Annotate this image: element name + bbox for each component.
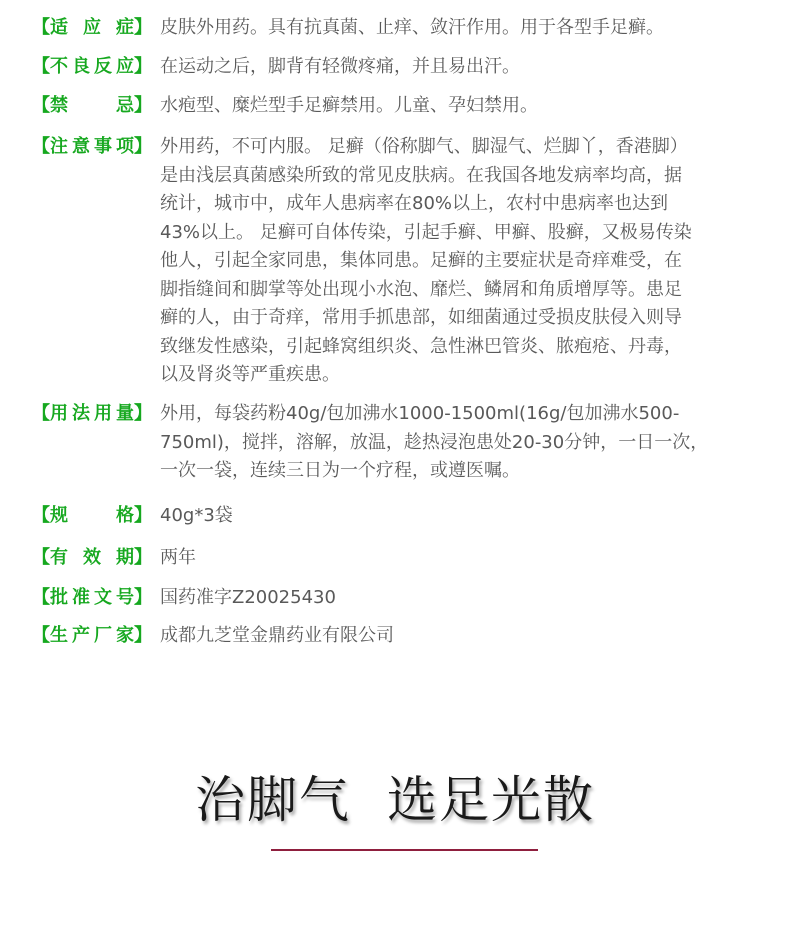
label-char: 家 — [116, 625, 134, 646]
label-char: 事 — [94, 136, 112, 157]
label-char: 格 — [116, 505, 134, 526]
label-text — [50, 400, 134, 428]
text-line: 750ml)，搅拌，溶解，放温，趁热浸泡患处20-30分钟，一日一次， — [160, 431, 709, 453]
label-char: 法 — [72, 403, 90, 424]
value-dosage — [160, 400, 765, 486]
label-text — [50, 53, 134, 81]
value-contraindication — [160, 92, 765, 121]
bracket-open: 【 — [32, 625, 50, 646]
label-char: 应 — [116, 56, 134, 77]
value-precautions — [160, 133, 765, 390]
label-text — [50, 133, 134, 161]
label-char: 期 — [116, 547, 134, 568]
label-validity — [32, 544, 152, 572]
value-adverse — [160, 53, 765, 82]
bracket-open: 【 — [32, 95, 50, 116]
text-line: 致继发性感染，引起蜂窝组织炎、急性淋巴管炎、脓疱疮、丹毒， — [160, 335, 682, 357]
value-spec — [160, 502, 765, 531]
text-line: 外用药，不可内服。 足癣（俗称脚气、脚湿气、烂脚丫，香港脚） — [160, 136, 688, 157]
label-char: 反 — [94, 56, 112, 77]
text-line: 43%以上。 足癣可自体传染，引起手癣、甲癣、股癣，又极易传染 — [160, 221, 692, 243]
bracket-open: 【 — [32, 403, 50, 424]
bracket-open: 【 — [32, 505, 50, 526]
bracket-open: 【 — [32, 587, 50, 608]
label-char: 良 — [72, 56, 90, 77]
label-text — [50, 502, 134, 530]
text-line: 在运动之后，脚背有轻微疼痛，并且易出汗。 — [160, 56, 520, 77]
bracket-open: 【 — [32, 547, 50, 568]
label-text — [50, 544, 134, 572]
label-char: 准 — [72, 587, 90, 608]
bracket-close: 】 — [134, 17, 152, 38]
value-approval — [160, 584, 765, 613]
text-line: 脚指缝间和脚掌等处出现小水泡、靡烂、鳞屑和角质增厚等。患足 — [160, 278, 682, 300]
text-line: 他人，引起全家同患，集体同患。足癣的主要症状是奇痒难受，在 — [160, 250, 682, 271]
label-char: 适 — [50, 17, 68, 38]
label-char: 号 — [116, 587, 134, 608]
label-char: 有 — [50, 547, 68, 568]
label-char: 意 — [72, 136, 90, 157]
text-line: 成都九芝堂金鼎药业有限公司 — [160, 625, 394, 646]
label-adverse — [32, 53, 152, 81]
label-char: 产 — [72, 625, 90, 646]
bracket-close: 】 — [134, 625, 152, 646]
label-char: 注 — [50, 136, 68, 157]
label-indication — [32, 14, 152, 42]
text-line: 两年 — [160, 547, 196, 568]
bracket-open: 【 — [32, 17, 50, 38]
label-char: 禁 — [50, 95, 68, 116]
bracket-open: 【 — [32, 136, 50, 157]
label-char: 项 — [116, 136, 134, 157]
label-contraindication — [32, 92, 152, 120]
label-dosage — [32, 400, 152, 428]
label-char: 用 — [94, 403, 112, 424]
slogan — [0, 765, 790, 835]
value-indication — [160, 14, 765, 43]
divider-line — [271, 849, 538, 851]
text-line: 以及肾炎等严重疾患。 — [160, 364, 340, 385]
text-line: 水疱型、糜烂型手足癣禁用。儿童、孕妇禁用。 — [160, 95, 538, 116]
slogan-part-2: 选足光散 — [387, 771, 595, 829]
label-char: 用 — [50, 403, 68, 424]
label-char: 忌 — [116, 95, 134, 116]
label-char: 生 — [50, 625, 68, 646]
text-line: 统计，城市中，成年人患病率在80%以上，农村中患病率也达到 — [160, 193, 669, 214]
bracket-close: 】 — [134, 95, 152, 116]
bracket-close: 】 — [134, 587, 152, 608]
label-char: 规 — [50, 505, 68, 526]
bracket-close: 】 — [134, 403, 152, 424]
label-char: 应 — [83, 17, 101, 38]
value-manufacturer — [160, 622, 765, 651]
label-char: 量 — [116, 403, 134, 424]
label-char: 厂 — [94, 625, 112, 646]
label-text — [50, 14, 134, 42]
label-manufacturer — [32, 622, 152, 650]
label-text — [50, 92, 134, 120]
label-spec — [32, 502, 152, 530]
label-char: 文 — [94, 587, 112, 608]
bracket-close: 】 — [134, 505, 152, 526]
bracket-close: 】 — [134, 547, 152, 568]
text-line: 是由浅层真菌感染所致的常见皮肤病。在我国各地发病率均高，据 — [160, 164, 682, 186]
label-precautions — [32, 133, 152, 161]
bracket-open: 【 — [32, 56, 50, 77]
text-line: 40g*3袋 — [160, 505, 233, 526]
value-validity — [160, 544, 765, 573]
label-text — [50, 622, 134, 650]
text-line: 国药准字Z20025430 — [160, 587, 336, 608]
bracket-close: 】 — [134, 56, 152, 77]
label-approval — [32, 584, 152, 612]
label-char: 批 — [50, 587, 68, 608]
bracket-close: 】 — [134, 136, 152, 157]
label-char: 不 — [50, 56, 68, 77]
text-line: 皮肤外用药。具有抗真菌、止痒、敛汗作用。用于各型手足癣。 — [160, 17, 664, 38]
text-line: 外用，每袋药粉40g/包加沸水1000-1500ml(16g/包加沸水500- — [160, 403, 680, 424]
label-char: 效 — [83, 547, 101, 568]
label-char: 症 — [116, 17, 134, 38]
text-line: 一次一袋，连续三日为一个疗程，或遵医嘱。 — [160, 460, 520, 481]
text-line: 癣的人，由于奇痒，常用手抓患部，如细菌通过受损皮肤侵入则导 — [160, 307, 682, 328]
label-text — [50, 584, 134, 612]
slogan-part-1: 治脚气 — [195, 771, 351, 829]
